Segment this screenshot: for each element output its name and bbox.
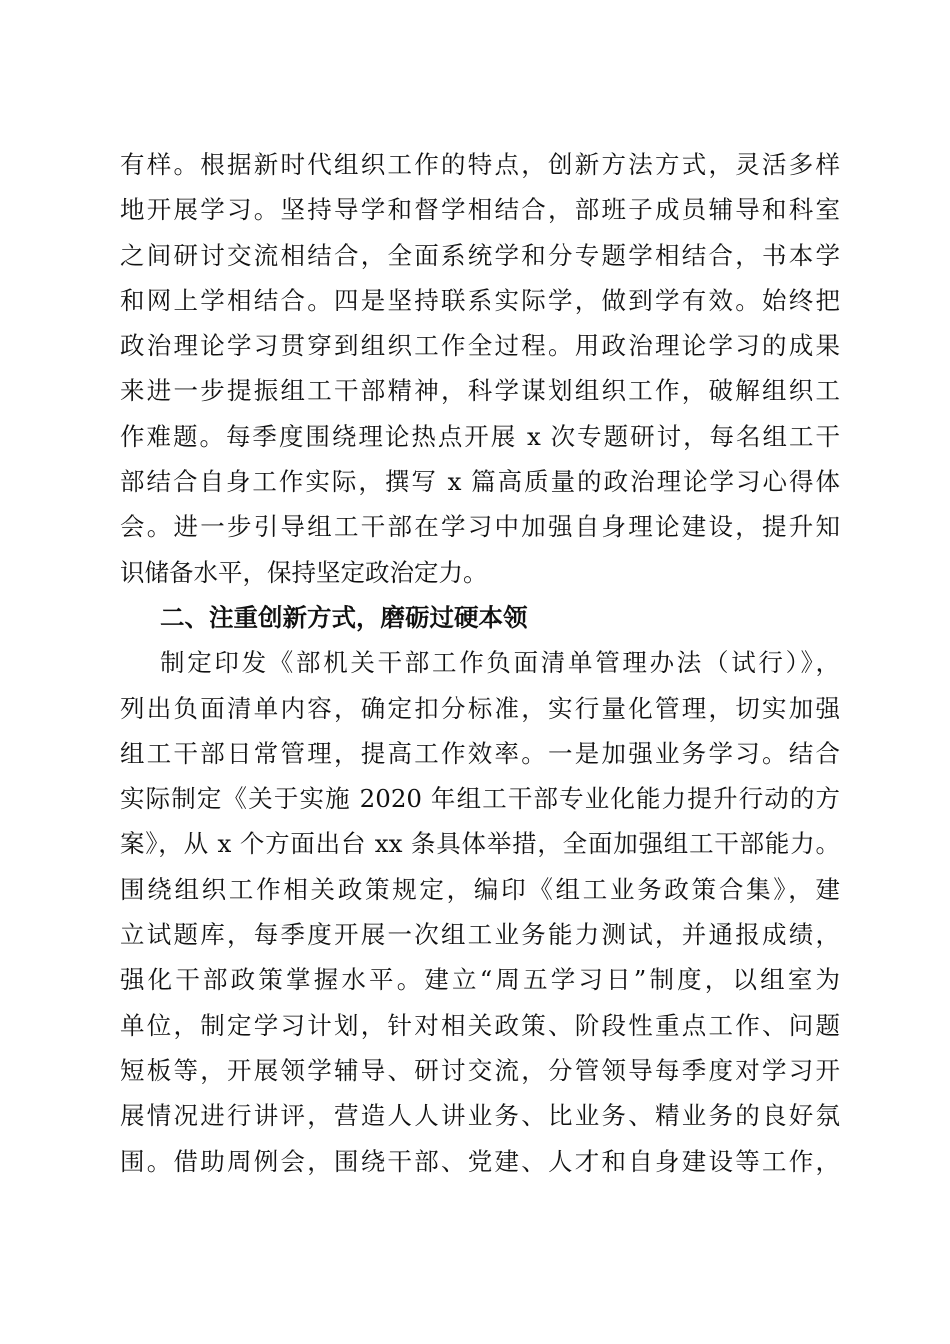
text-line: 制定印发《部机关干部工作负面清单管理办法（试行）》， xyxy=(160,648,840,678)
document-body xyxy=(120,142,840,1184)
text-line: 案》，从 x 个方面出台 xx 条具体举措，全面加强组工干部能力。 xyxy=(120,829,840,859)
text-line: 之间研讨交流相结合，全面系统学和分专题学相结合，书本学 xyxy=(120,240,840,270)
text-line: 会。进一步引导组工干部在学习中加强自身理论建设，提升知 xyxy=(120,512,840,542)
text-line: 列出负面清单内容，确定扣分标准，实行量化管理，切实加强 xyxy=(120,693,840,723)
text-line: 部结合自身工作实际，撰写 x 篇高质量的政治理论学习心得体 xyxy=(120,467,840,497)
section-heading: 二、注重创新方式，磨砺过硬本领 xyxy=(160,602,528,632)
text-line: 单位，制定学习计划，针对相关政策、阶段性重点工作、问题 xyxy=(120,1010,840,1040)
text-line: 围。借助周例会，围绕干部、党建、人才和自身建设等工作， xyxy=(120,1146,840,1176)
text-line: 强化干部政策掌握水平。建立“周五学习日”制度，以组室为 xyxy=(120,965,840,995)
text-line: 来进一步提振组工干部精神，科学谋划组织工作，破解组织工 xyxy=(120,376,840,406)
text-line: 有样。根据新时代组织工作的特点，创新方法方式，灵活多样 xyxy=(120,150,840,179)
text-line: 围绕组织工作相关政策规定，编印《组工业务政策合集》，建 xyxy=(120,874,840,904)
text-line: 组工干部日常管理，提高工作效率。一是加强业务学习。结合 xyxy=(120,738,840,768)
text-line: 识储备水平，保持坚定政治定力。 xyxy=(120,557,488,587)
text-line: 展情况进行讲评，营造人人讲业务、比业务、精业务的良好氛 xyxy=(120,1101,840,1131)
text-line: 立试题库，每季度开展一次组工业务能力测试，并通报成绩， xyxy=(120,920,840,950)
text-line: 政治理论学习贯穿到组织工作全过程。用政治理论学习的成果 xyxy=(120,331,840,361)
text-line: 短板等，开展领学辅导、研讨交流，分管领导每季度对学习开 xyxy=(120,1055,840,1085)
text-line: 实际制定《关于实施 2020 年组工干部专业化能力提升行动的方 xyxy=(120,784,840,814)
text-line: 地开展学习。坚持导学和督学相结合，部班子成员辅导和科室 xyxy=(120,195,840,225)
text-line: 和网上学相结合。四是坚持联系实际学，做到学有效。始终把 xyxy=(120,285,840,315)
section-paragraph xyxy=(120,640,840,1184)
text-line: 作难题。每季度围绕理论热点开展 x 次专题研讨，每名组工干 xyxy=(120,421,840,451)
paragraph-continuation xyxy=(120,142,840,595)
